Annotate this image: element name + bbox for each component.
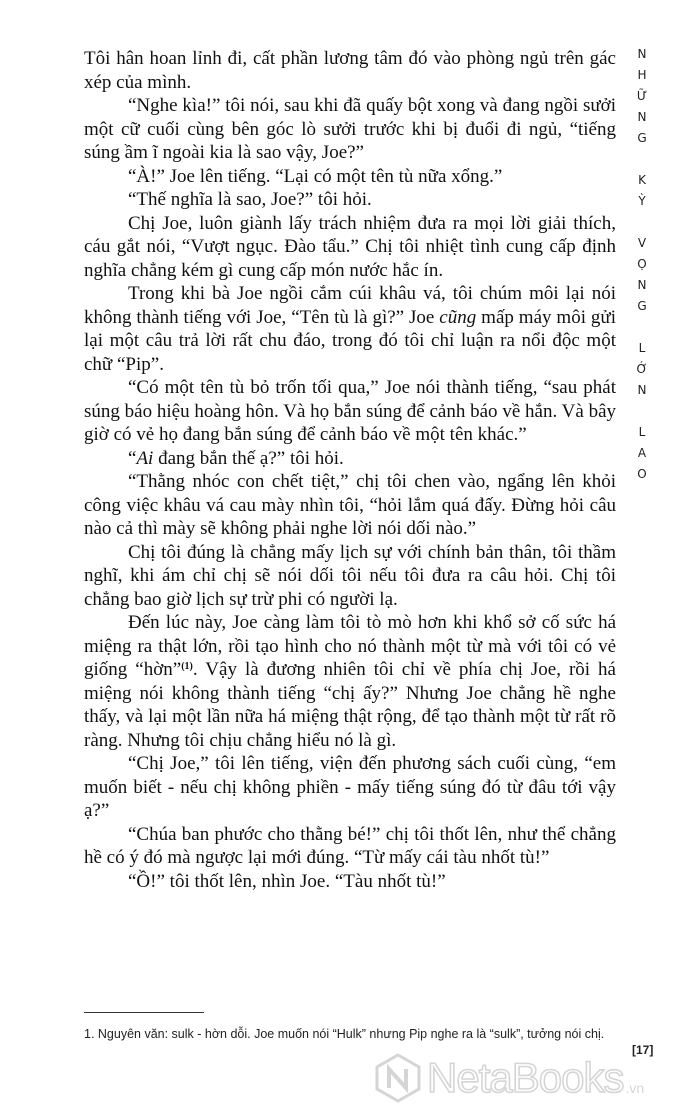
running-head-letter: Ỳ bbox=[638, 194, 646, 208]
watermark-suffix: .vn bbox=[625, 1080, 645, 1096]
running-head-letter: O bbox=[637, 467, 647, 481]
running-head-letter: Ọ bbox=[637, 257, 647, 271]
running-head-letter: N bbox=[637, 47, 647, 61]
running-head-letter: L bbox=[638, 425, 646, 439]
netabooks-logo-icon bbox=[373, 1052, 423, 1104]
running-head-letter: K bbox=[638, 173, 646, 187]
paragraph-segment: Trong khi bà Joe ngồi cắm cúi khâu vá, tôi chúm môi lại nói không thành tiếng với Joe, “Tên tù là gì?” Joe bbox=[84, 283, 616, 328]
running-head-letter: G bbox=[637, 131, 647, 145]
emphasis: Ai bbox=[136, 447, 154, 469]
paragraph: “Chị Joe,” tôi lên tiếng, viện đến phương sách cuối cùng, “em muốn biết - nếu chị không phiền - mấy tiếng súng đó từ đâu tới vậy ạ?” bbox=[84, 753, 616, 821]
paragraph: Chị Joe, luôn giành lấy trách nhiệm đưa ra mọi lời giải thích, cáu gắt nói, “Vượt ngục. Đào tẩu.” Chị tôi nhiệt tình cung cấp định nghĩa chẳng kém gì cung cấp món nước hắc ín. bbox=[84, 212, 616, 281]
running-head bbox=[629, 44, 655, 485]
running-head-letter: V bbox=[637, 236, 647, 250]
paragraph-segment: “ bbox=[128, 447, 137, 469]
paragraph-segment: mấp máy môi gửi lại một câu trả lời rất chu đáo, trong đó tôi chỉ luận ra nổi độc một chữ “Pip”. bbox=[84, 306, 616, 375]
paragraph: Chị tôi đúng là chẳng mấy lịch sự với chính bản thân, tôi thầm nghĩ, khi ám chỉ chị sẽ nói dối tôi nếu tôi đưa ra câu hỏi. Chị tôi chẳng bao giờ lịch sự trừ phi có người lạ. bbox=[84, 541, 616, 610]
running-head-letter: N bbox=[637, 110, 647, 124]
running-head-letter: Ữ bbox=[636, 89, 648, 103]
footnote-rule bbox=[84, 1012, 204, 1013]
running-head-letter bbox=[629, 149, 655, 170]
paragraph bbox=[84, 282, 616, 376]
running-head-letter: Ớ bbox=[636, 362, 648, 376]
paragraph: “Nghe kìa!” tôi nói, sau khi đã quấy bột xong và đang ngồi sưởi một cữ cuối cùng bên góc lò sưởi trước khi bị đuổi đi ngủ, “tiếng súng ầm ĩ ngoài kia là sao vậy, Joe?” bbox=[84, 95, 616, 163]
paragraph-segment: đang bắn thế ạ?” tôi hỏi. bbox=[153, 447, 344, 469]
paragraph: Tôi hân hoan lỉnh đi, cất phần lương tâm đó vào phòng ngủ trên gác xép của mình. bbox=[84, 48, 616, 93]
paragraph bbox=[84, 611, 616, 752]
paragraph: “À!” Joe lên tiếng. “Lại có một tên tù nữa xổng.” bbox=[128, 165, 503, 187]
running-head-letter: G bbox=[637, 299, 647, 313]
paragraph-segment: Đến lúc này, Joe càng làm tôi tò mò hơn khi khổ sở cố sức há miệng ra thật lớn, rồi tạo hình cho nó thành một từ mà với tôi có vẻ giống “hờn” bbox=[84, 612, 616, 680]
paragraph: “Có một tên tù bỏ trốn tối qua,” Joe nói thành tiếng, “sau phát súng báo hiệu hoàng hôn. Và họ bắn súng để cảnh báo về hắn. Và bây giờ có vẻ họ đang bắn súng để cảnh báo về một tên khác.” bbox=[84, 377, 616, 445]
running-head-letter: H bbox=[637, 68, 647, 82]
running-head-letter bbox=[629, 212, 655, 233]
running-head-letter: N bbox=[637, 278, 647, 292]
running-head-letter bbox=[629, 317, 655, 338]
watermark bbox=[373, 1050, 693, 1106]
footnote: 1. Nguyên văn: sulk - hờn dỗi. Joe muốn nói “Hulk” nhưng Pip nghe ra là “sulk”, tưởng nói chị. bbox=[84, 1027, 605, 1041]
paragraph: “Thằng nhóc con chết tiệt,” chị tôi chen vào, ngẩng lên khỏi công việc khâu vá cau mày nhìn tôi, “hỏi lắm quá đấy. Đừng hỏi câu nào cả thì mày sẽ không phải nghe lời nói dối nào.” bbox=[84, 471, 616, 539]
page-number: [17] bbox=[632, 1043, 654, 1057]
footnote-marker: (1) bbox=[181, 661, 193, 672]
emphasis: cũng bbox=[439, 306, 477, 328]
paragraph: “Thế nghĩa là sao, Joe?” tôi hỏi. bbox=[128, 189, 372, 210]
running-head-letter: N bbox=[637, 383, 647, 397]
running-head-letter: L bbox=[638, 341, 646, 355]
body-text bbox=[84, 47, 616, 893]
paragraph bbox=[84, 447, 616, 471]
running-head-letter: A bbox=[637, 446, 647, 460]
watermark-brand: NetaBooks bbox=[427, 1054, 624, 1101]
running-head-letter bbox=[629, 401, 655, 422]
paragraph: “Chúa ban phước cho thằng bé!” chị tôi thốt lên, như thể chẳng hề có ý đó mà ngược lại mới đúng. “Từ mấy cái tàu nhốt tù!” bbox=[84, 823, 616, 868]
paragraph-segment: . Vậy là đương nhiên tôi chỉ về phía chị Joe, rồi há miệng nói không thành tiếng “chị ấy?” Nhưng Joe chẳng hề nghe thấy, và lại một lần nữa há miệng thật rộng, để tạo thành một từ rất rõ ràng. Nhưng tôi chịu chẳng hiểu nó là gì. bbox=[84, 659, 616, 751]
paragraph: “Ồ!” tôi thốt lên, nhìn Joe. “Tàu nhốt tù!” bbox=[128, 870, 446, 892]
